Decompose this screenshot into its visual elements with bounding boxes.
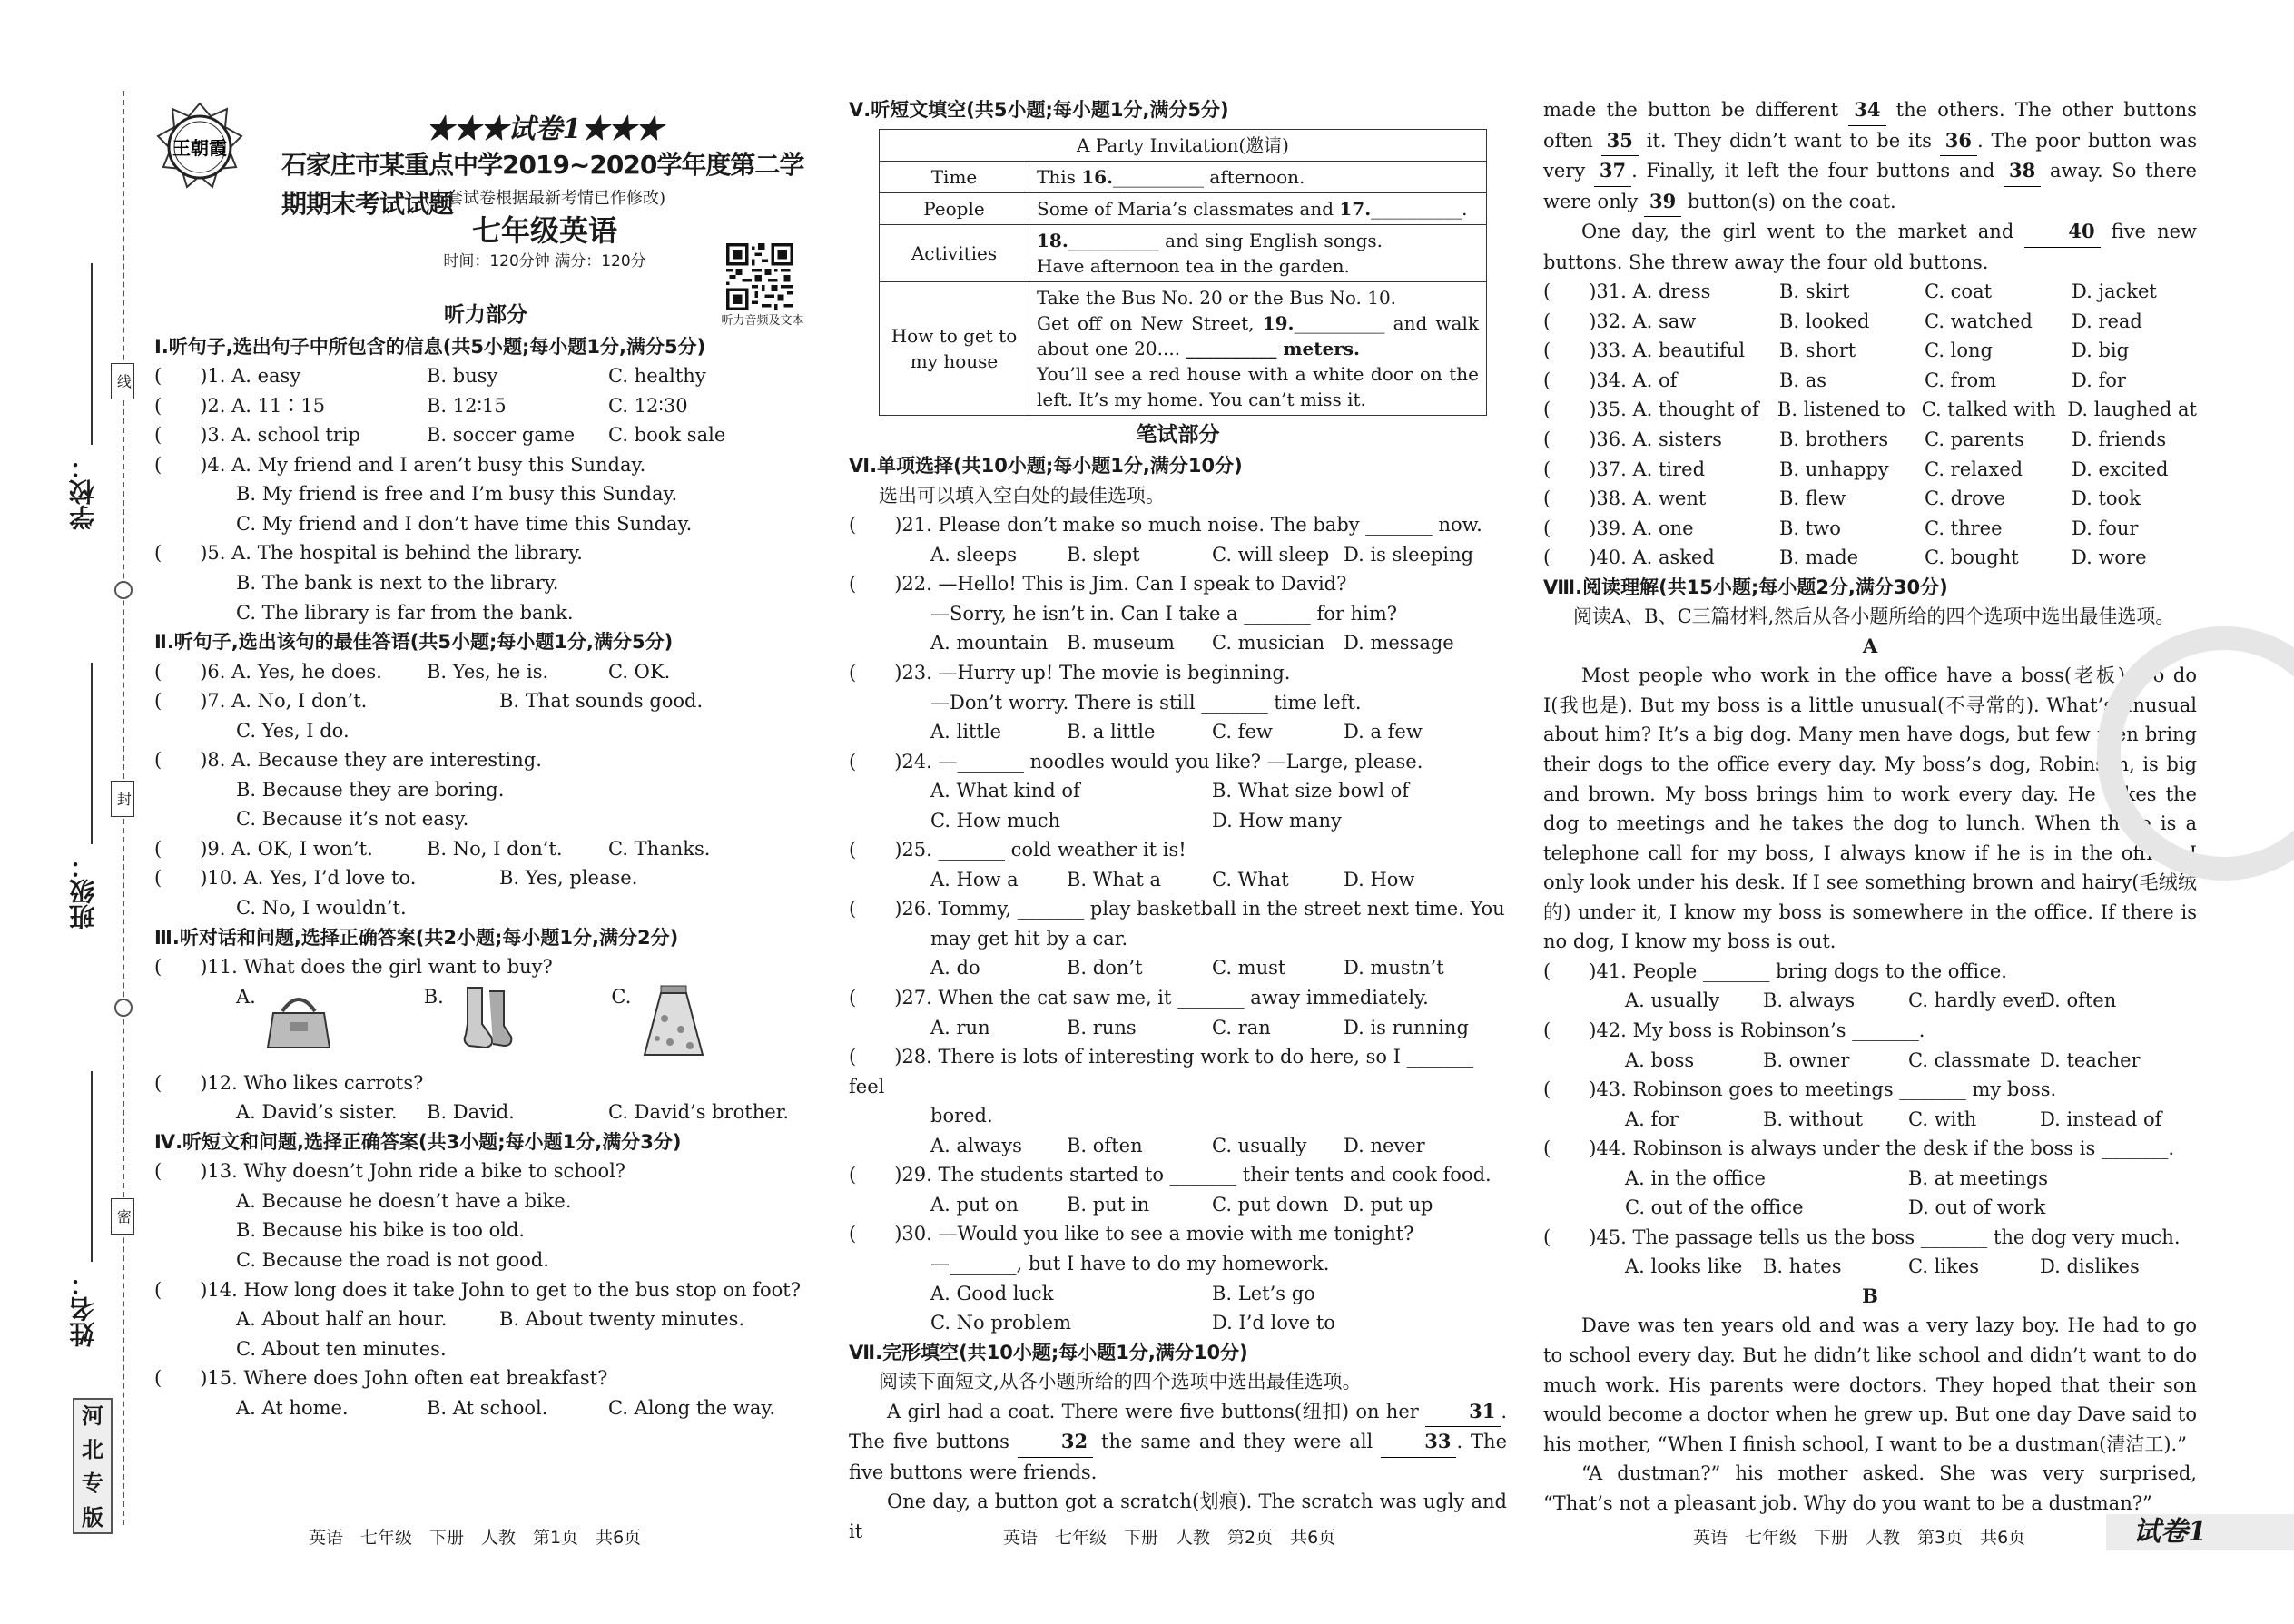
section-3-title: Ⅲ.听对话和问题,选择正确答案(共2小题;每小题1分,满分2分) [154, 926, 679, 949]
page-2-column [849, 95, 1507, 1546]
seal-mark-line: 线 [111, 363, 134, 399]
passage-b-paragraph-1: Dave was ten years old and was a very lazy boy. He had to go to school every day. But he didn’t like school and didn’t want to do much work. His parents were doctors. They hoped that their son would become a doctor when he grew up. But one day Dave said to his mother, “When I finish school, I want to be a dustman(清洁工).” [1543, 1314, 2197, 1455]
question-13: ( )13. Why doesn’t John ride a bike to school? A. Because he doesn’t have a bike. B. Because his bike is too old. C. Because the road is not good. [154, 1160, 626, 1271]
question-14: ( )14. How long does it take John to get to the bus stop on foot? A. About half an hour. B. About twenty minutes. C. About ten minutes. [154, 1278, 802, 1360]
socks-icon [449, 982, 522, 1055]
invitation-table: A Party Invitation(邀请) Time This 16.__________ afternoon. People Some of Maria’s classmates and 17.__________. Activities 18.__________ and sing English songs. Have afternoon tea in the garden. How to get to my house Take the Bus No. 20 or the Bus No. 10. Get off on New Street, 19.__________ and walk about one 20.... __________ meters. You’ll see a red house with a white door on the left. It’s my home. You can’t miss it. [879, 129, 1487, 416]
class-label: 班级： [68, 853, 98, 930]
listening-part-title: 听力部分 [444, 303, 527, 327]
binding-hole [114, 999, 133, 1017]
question-11: ( )11. What does the girl want to buy? [154, 956, 553, 979]
section-5-title: Ⅴ.听短文填空(共5小题;每小题1分,满分5分) [849, 99, 1229, 121]
class-line [91, 663, 93, 844]
seal-mark-seal: 封 [111, 781, 134, 817]
passage-b-paragraph-2: “A dustman?” his mother asked. She was very surprised, “That’s not a pleasant job. Why do you want to be a dustman?” [1543, 1462, 2197, 1514]
question-5: ( )5. A. The hospital is behind the library. B. The bank is next to the library. C. The library is far from the bank. [154, 542, 583, 624]
section-7-instruction: 阅读下面短文,从各小题所给的四个选项中选出最佳选项。 [879, 1371, 1362, 1393]
question-12-options: A. David’s sister. B. David. C. David’s brother. [236, 1101, 790, 1124]
question-23: ( )23. —Hurry up! The movie is beginning. —Don’t worry. There is still _______ time left. A. little B. a little C. few D. a few [849, 662, 1423, 743]
question-27: ( )27. When the cat saw me, it _______ away immediately. A. run B. runs C. ran D. is running [849, 987, 1469, 1038]
question-6: ( )6. A. Yes, he does. B. Yes, he is. C. OK. [154, 660, 671, 683]
svg-text:王朝霞: 王朝霞 [172, 137, 227, 159]
question-7-option-c: C. Yes, I do. [236, 719, 350, 742]
passage-a: Most people who work in the office have a boss(老板). So do I(我也是). But my boss is a little unusual(不寻常的). What’s unusual about him? It’s a big dog. Many men have dogs, but few men bring their dogs to the office every day. My boss’s dog, Robinson, is big and brown. My boss brings him to work every day. He takes the dog to meetings and he takes the dog to lunch. When there is a telephone call for my boss, I always know if he is in the office. I only look under his desk. If I see something brown and hairy(毛绒绒的) under it, I know my boss is somewhere in the office. If there is no dog, I know my boss is out. [1543, 664, 2197, 953]
question-3: ( )3. A. school trip B. soccer game C. book sale [154, 424, 726, 447]
paper-tag: 试卷1 [2106, 1514, 2294, 1550]
handbag-icon [262, 982, 335, 1055]
question-25: ( )25. _______ cold weather it is! A. How a B. What a C. What D. How [849, 839, 1415, 891]
question-43: ( )43. Robinson goes to meetings _______ my boss. A. for B. without C. with D. instead of [1543, 1078, 2162, 1130]
province-badge: 河 北 专 版 [73, 1398, 113, 1534]
written-part-title: 笔试部分 [1136, 422, 1220, 447]
question-41: ( )41. People _______ bring dogs to the office. A. usually B. always C. hardly ever D. often [1543, 960, 2117, 1012]
name-label: 姓名： [68, 1271, 98, 1347]
cloze-passage-part-2: One day, a button got a scratch(划痕). The scratch was ugly and it [849, 1491, 1507, 1542]
name-line [91, 1071, 93, 1262]
skirt-icon [637, 982, 710, 1059]
binding-hole [114, 581, 133, 599]
school-line [91, 263, 93, 445]
section-4-title: Ⅳ.听短文和问题,选择正确答案(共3小题;每小题1分,满分3分) [154, 1130, 682, 1153]
question-28: ( )28. There is lots of interesting work to do here, so I _______ feel bored. A. always B. often C. usually D. never [849, 1046, 1474, 1156]
exam-title: 石家庄市某重点中学2019~2020学年度第二学期期末考试试题 [281, 150, 804, 220]
page-3-column [1543, 95, 2197, 1518]
question-29: ( )29. The students started to _______ their tents and cook food. A. put on B. put in C. put down D. put up [849, 1164, 1492, 1216]
subject-title: 七年级英语 [471, 213, 617, 248]
section-8-title: Ⅷ.阅读理解(共15小题;每小题2分,满分30分) [1543, 576, 1948, 598]
section-1-title: Ⅰ.听句子,选出句子中所包含的信息(共5小题;每小题1分,满分5分) [154, 335, 706, 358]
cloze-options: ( )31. A. dress B. skirt C. coat D. jacket ( )32. A. saw B. looked C. watched D. read ( )33. A. beautiful B. short C. long D. big ( )34. A. of B. as C. from D. for ( )35. A. thought of B. listened to C. talked with D. laughed at ( )36. A. sisters B. brothers C. parents D. friends ( )37. A. tired B. unhappy C. relaxed D. excited ( )38. A. went B. flew C. drove D. took ( )39. A. one B. two C. three D. four ( )40. A. asked B. made C. bought D. wore [1543, 281, 2197, 569]
question-1: ( )1. A. easy B. busy C. healthy [154, 365, 706, 388]
question-8: ( )8. A. Because they are interesting. B. Because they are boring. C. Because it’s not easy. [154, 749, 542, 831]
question-45: ( )45. The passage tells us the boss _______ the dog very much. A. looks like B. hates C. likes D. dislikes [1543, 1225, 2181, 1278]
footer-page-3: 英语 七年级 下册 人教 第3页 共6页 [1693, 1528, 2026, 1548]
paper-number-ribbon: ★★★试卷1★★★ [426, 113, 664, 145]
section-8-instruction: 阅读A、B、C三篇材料,然后从各小题所给的四个选项中选出最佳选项。 [1573, 605, 2175, 628]
question-15: ( )15. Where does John often eat breakfast? A. At home. B. At school. C. Along the way. [154, 1367, 776, 1419]
question-24: ( )24. —_______ noodles would you like? —Large, please. A. What kind of B. What size bowl of C. How much D. How many [849, 750, 1423, 832]
footer-page-2: 英语 七年级 下册 人教 第2页 共6页 [1003, 1528, 1336, 1548]
section-7-title: Ⅶ.完形填空(共10小题;每小题1分,满分10分) [849, 1341, 1248, 1363]
question-12: ( )12. Who likes carrots? [154, 1071, 424, 1094]
qr-caption: 听力音频及文本 [721, 314, 804, 328]
passage-a-label: A [1862, 634, 1878, 657]
passage-b-label: B [1862, 1284, 1878, 1307]
question-22: ( )22. —Hello! This is Jim. Can I speak to David? —Sorry, he isn’t in. Can I take a _______ for him? A. mountain B. museum C. musician D. message [849, 573, 1454, 655]
question-44: ( )44. Robinson is always under the desk if the boss is _______. A. in the office B. at meetings C. out of the office D. out of work [1543, 1137, 2175, 1219]
cloze-passage-part-4: One day, the girl went to the market and 40 five new buttons. She threw away the four old buttons. [1543, 217, 2197, 277]
question-2: ( )2. A. 11∶15 B. 12∶15 C. 12∶30 [154, 394, 688, 417]
question-21: ( )21. Please don’t make so much noise. The baby _______ now. A. sleeps B. slept C. will sleep D. is sleeping [849, 514, 1482, 566]
exam-meta: 时间：120分钟 满分：120分 [443, 252, 646, 271]
section-2-title: Ⅱ.听句子,选出该句的最佳答语(共5小题;每小题1分,满分5分) [154, 631, 674, 654]
question-42: ( )42. My boss is Robinson’s _______. A. boss B. owner C. classmate D. teacher [1543, 1019, 2141, 1071]
page-1-column [154, 300, 817, 1422]
section-6-instruction: 选出可以填入空白处的最佳选项。 [879, 484, 1165, 507]
question-10-option-c: C. No, I wouldn’t. [236, 897, 407, 920]
question-9: ( )9. A. OK, I won’t. B. No, I don’t. C. Thanks. [154, 837, 711, 860]
footer-page-1: 英语 七年级 下册 人教 第1页 共6页 [309, 1528, 642, 1548]
invitation-title: A Party Invitation(邀请) [880, 129, 1487, 161]
cloze-passage-part-3: made the button be different 34 the others. The other buttons often 35 it. They didn’t want to be its 36 . The poor button was very 37 . Finally, it left the four buttons and 38 away. So there were only 39 button(s) on the coat. [1543, 95, 2197, 217]
brand-logo [154, 100, 245, 209]
question-30: ( )30. —Would you like to see a movie with me tonight? —_______, but I have to do my homework. A. Good luck B. Let’s go C. No problem D. I’d love to [849, 1223, 1414, 1334]
question-10: ( )10. A. Yes, I’d love to. B. Yes, please. [154, 867, 638, 890]
question-7: ( )7. A. No, I don’t. B. That sounds good. [154, 690, 704, 713]
question-26: ( )26. Tommy, _______ play basketball in the street next time. You may get hit by a car. A. do B. don’t C. must D. mustn’t [849, 898, 1505, 979]
seal-mark-secret: 密 [111, 1198, 134, 1235]
question-11-images: A. B. C. [154, 982, 817, 1068]
exam-note: (本套试卷根据最新考情已作修改) [423, 189, 666, 208]
cloze-passage-part-1: A girl had a coat. There were five buttons(纽扣) on her 31 . The five buttons 32 the same and they were all 33 . The five buttons were friends. [849, 1397, 1507, 1488]
question-4: ( )4. A. My friend and I aren’t busy this Sunday. B. My friend is free and I’m busy this Sunday. C. My friend and I don’t have time this Sunday. [154, 453, 693, 535]
binding-strip [0, 0, 133, 1624]
school-label: 学校： [68, 454, 98, 530]
section-6-title: Ⅵ.单项选择(共10小题;每小题1分,满分10分) [849, 455, 1243, 477]
